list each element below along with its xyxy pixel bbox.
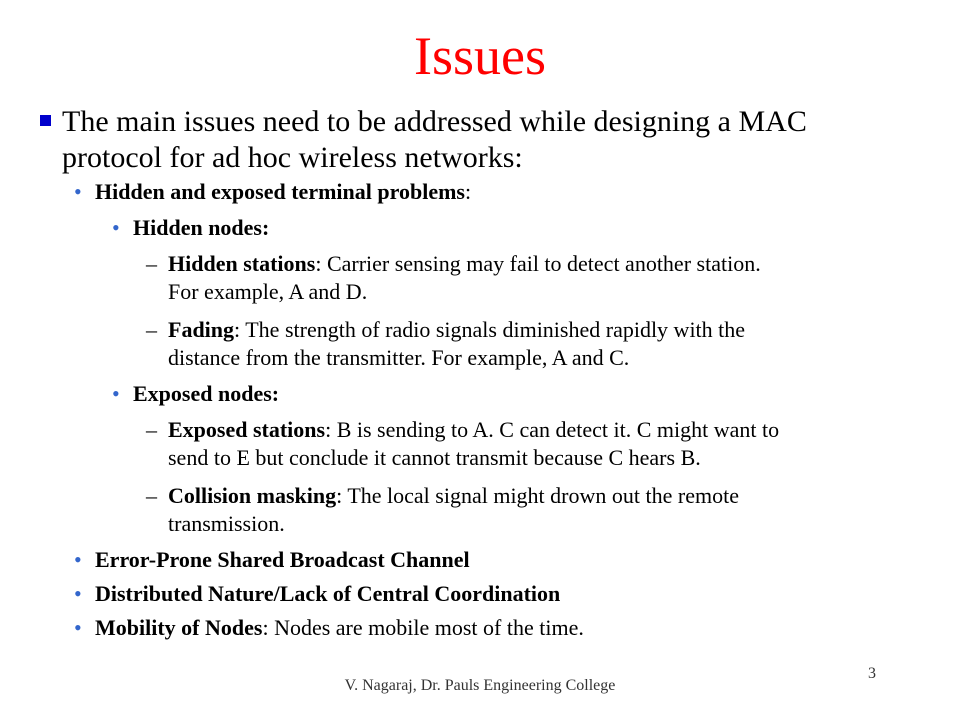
dot-bullet-icon: • — [74, 547, 82, 572]
dash-bullet-icon: – — [146, 417, 157, 442]
dash-bullet-icon: – — [146, 251, 157, 276]
item-exposed-stations: Exposed stations: B is sending to A. C can detect it. C might want to — [168, 417, 780, 442]
dot-bullet-icon: • — [74, 179, 82, 204]
dash-bullet-icon: – — [146, 317, 157, 342]
dash-bullet-icon: – — [146, 483, 157, 508]
dot-bullet-icon: • — [112, 215, 120, 240]
square-bullet-icon — [40, 115, 51, 126]
item-error-prone: Error-Prone Shared Broadcast Channel — [95, 547, 470, 572]
item-hidden-stations: Hidden stations: Carrier sensing may fail to detect another station. — [168, 251, 761, 276]
main-bullet-line-2: protocol for ad hoc wireless networks: — [62, 141, 523, 174]
slide-title: Issues — [414, 26, 546, 86]
item-distributed-nature: Distributed Nature/Lack of Central Coordination — [95, 581, 561, 606]
item-collision-masking: Collision masking: The local signal might drown out the remote — [168, 483, 739, 508]
dot-bullet-icon: • — [74, 615, 82, 640]
item-hidden-nodes: Hidden nodes: — [133, 215, 270, 240]
item-exposed-stations-cont: send to E but conclude it cannot transmit because C hears B. — [168, 445, 701, 470]
item-fading: Fading: The strength of radio signals diminished rapidly with the — [168, 317, 746, 342]
item-hidden-exposed: Hidden and exposed terminal problems: — [95, 179, 472, 204]
slide-footer: V. Nagaraj, Dr. Pauls Engineering College — [344, 677, 616, 694]
item-hidden-stations-cont: For example, A and D. — [168, 279, 368, 304]
page-number: 3 — [868, 665, 876, 682]
item-mobility: Mobility of Nodes: Nodes are mobile most of the time. — [95, 615, 584, 640]
item-collision-masking-cont: transmission. — [168, 511, 285, 536]
item-exposed-nodes: Exposed nodes: — [133, 381, 280, 406]
dot-bullet-icon: • — [112, 381, 120, 406]
item-fading-cont: distance from the transmitter. For example, A and C. — [168, 345, 630, 370]
dot-bullet-icon: • — [74, 581, 82, 606]
main-bullet-line-1: The main issues need to be addressed while designing a MAC — [62, 105, 807, 138]
